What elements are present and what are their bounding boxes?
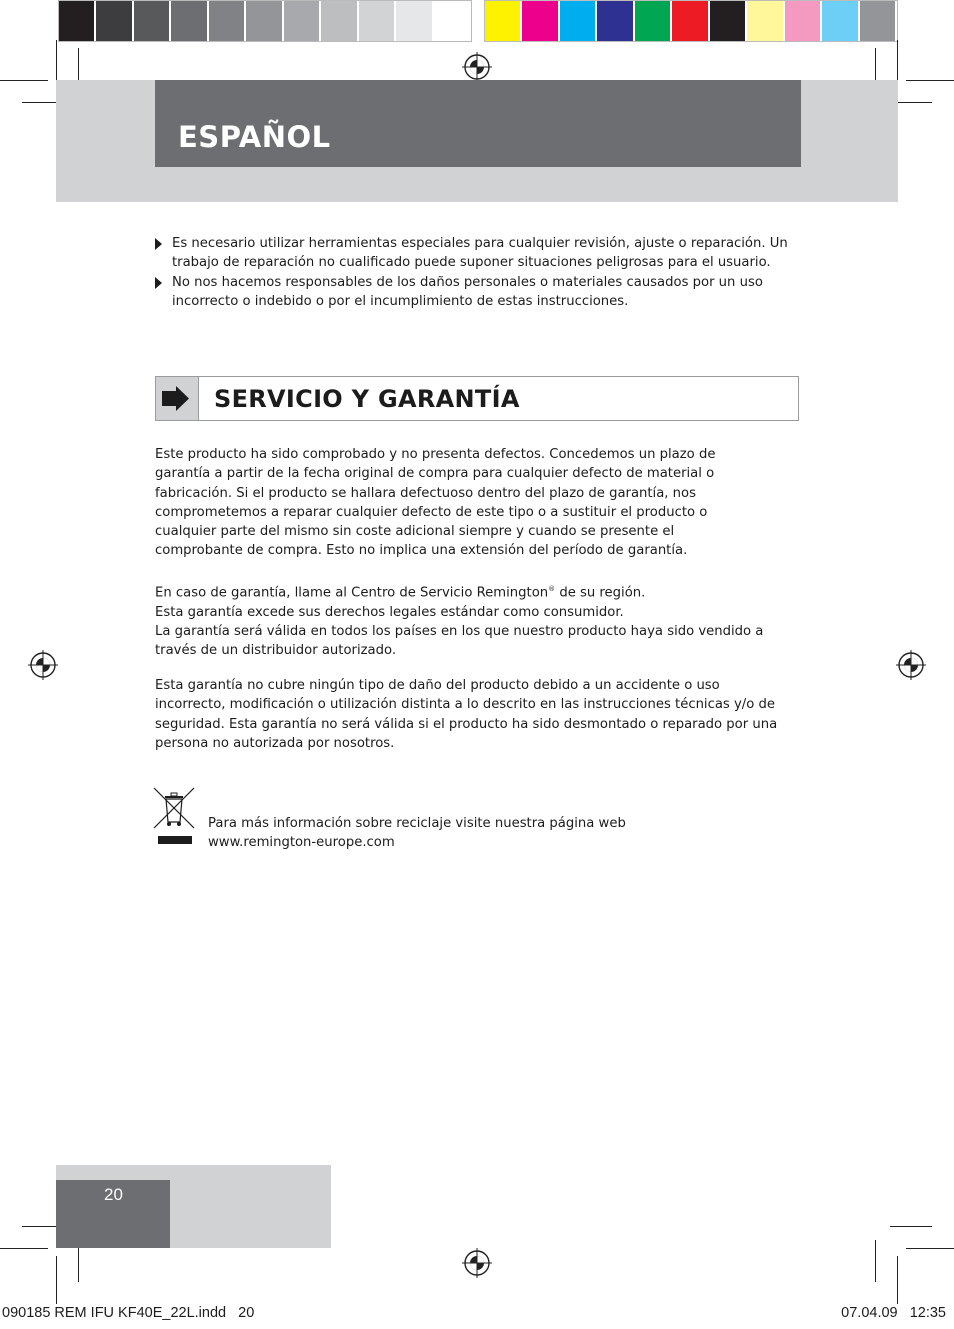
section-title: SERVICIO Y GARANTÍA (214, 385, 520, 413)
warranty-exclusions-paragraph: Esta garantía no cubre ningún tipo de daño del producto debido a un accidente o uso incorrecto, modificación o utilización distinta a lo descrito en las instrucciones técnicas y/o de seguridad. Esta garantía no será válida si el producto ha sido desmontado o reparado por una persona no autorizada por nosotros. (155, 678, 778, 751)
file-slug: 090185 REM IFU KF40E_22L.indd 20 (2, 1305, 255, 1321)
color-swatch (134, 1, 171, 41)
website-link[interactable]: www.remington-europe.com (208, 835, 395, 851)
color-swatch (171, 1, 208, 41)
date-slug: 07.04.09 12:35 (841, 1305, 946, 1321)
crop-mark (906, 80, 954, 81)
safety-bullet-list (155, 234, 795, 311)
color-swatch (246, 1, 283, 41)
warranty-contact-paragraph: En caso de garantía, llame al Centro de Servicio Remington® de su región. Esta garantía excede sus derechos legales estándar como consumidor. La garantía será válida en todos los países en los que nuestro producto haya sido vendido a través de un distribuidor autorizado. (155, 585, 764, 659)
color-swatch (672, 1, 709, 41)
crop-mark (875, 1240, 876, 1282)
crossed-bin-icon (152, 786, 196, 848)
registration-mark-icon (28, 650, 58, 680)
crop-mark (906, 1248, 954, 1249)
color-swatch (560, 1, 597, 41)
color-swatch (321, 1, 358, 41)
color-swatch (284, 1, 321, 41)
color-swatch (747, 1, 784, 41)
color-swatch (635, 1, 672, 41)
color-swatch (359, 1, 396, 41)
crop-mark (0, 80, 48, 81)
crop-mark (890, 1226, 932, 1227)
warranty-paragraph: Este producto ha sido comprobado y no presenta defectos. Concedemos un plazo de garantía a partir de la fecha original de compra para cualquier defecto de material o fabricación. Si el producto se hallara defectuoso dentro del plazo de garantía, nos comprometemos a reparar cualquier defecto de este tipo o a sustituir el producto o cualquier parte del mismo sin coste adicional siempre y cuando se presente el comprobante de compra. Esto no implica una extensión del período de garantía. (155, 447, 716, 559)
list-item: Es necesario utilizar herramientas especiales para cualquier revisión, ajuste o reparación. Un trabajo de reparación no cualificado puede suponer situaciones peligrosas para el usuario. (155, 234, 795, 273)
color-swatch (59, 1, 96, 41)
color-swatch (396, 1, 433, 41)
registration-mark-icon (462, 52, 492, 82)
color-swatch (434, 1, 471, 41)
color-swatch (597, 1, 634, 41)
bullet-triangle-icon (155, 277, 162, 289)
arrow-right-icon (156, 377, 199, 420)
bullet-triangle-icon (155, 238, 162, 250)
gray-swatch-strip (58, 0, 472, 42)
list-item: No nos hacemos responsables de los daños personales o materiales causados por un uso incorrecto o indebido o por el incumplimiento de estas instrucciones. (155, 273, 795, 312)
page-number: 20 (104, 1185, 123, 1204)
color-swatch (822, 1, 859, 41)
registration-mark-icon (896, 650, 926, 680)
section-heading (155, 376, 799, 421)
crop-mark (0, 1248, 48, 1249)
color-swatch (860, 1, 897, 41)
color-swatch (209, 1, 246, 41)
color-swatch (96, 1, 133, 41)
color-swatch (710, 1, 747, 41)
color-swatch (485, 1, 522, 41)
crop-mark (897, 1256, 898, 1304)
registration-mark-icon (462, 1248, 492, 1278)
color-swatch (785, 1, 822, 41)
color-swatch-strip (484, 0, 898, 42)
color-swatch (522, 1, 559, 41)
crop-mark (56, 1256, 57, 1304)
language-title: ESPAÑOL (178, 120, 331, 154)
recycling-info: Para más información sobre reciclaje visite nuestra página web www.remington-europe.com (208, 814, 768, 853)
